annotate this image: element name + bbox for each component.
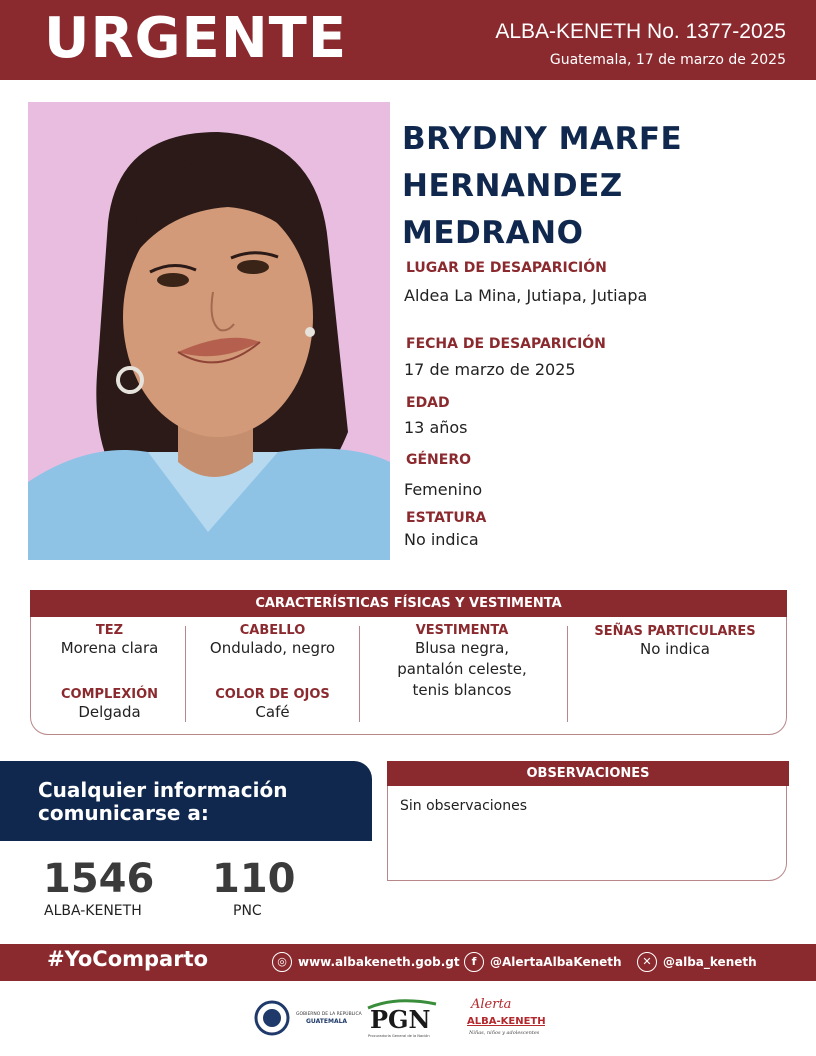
missing-person-photo xyxy=(28,102,390,560)
alert-number: ALBA-KENETH No. 1377-2025 xyxy=(495,20,786,43)
contact-text xyxy=(38,779,288,825)
alba-keneth-phone-label: ALBA-KENETH xyxy=(44,903,142,919)
x-link[interactable] xyxy=(637,952,757,972)
marks-label: SEÑAS PARTICULARES xyxy=(594,624,756,639)
eyes-value: Café xyxy=(255,703,290,721)
place-label: LUGAR DE DESAPARICIÓN xyxy=(406,260,607,276)
contact-banner xyxy=(0,761,372,841)
alerta-alba-keneth-logo xyxy=(465,994,545,1040)
tez-column xyxy=(32,623,187,659)
alert-date: Guatemala, 17 de marzo de 2025 xyxy=(549,52,786,68)
guatemala-government-logo xyxy=(252,998,362,1038)
gov-logo-text: GOBIERNO DE LA REPÚBLICA xyxy=(296,1012,362,1017)
contact-line-1: Cualquier información xyxy=(38,778,288,802)
marks-value: No indica xyxy=(640,640,710,658)
date-label: FECHA DE DESAPARICIÓN xyxy=(406,336,606,352)
gov-logo-text-2: GUATEMALA xyxy=(306,1018,348,1025)
eyes-column xyxy=(190,687,355,723)
urgent-title: URGENTE xyxy=(44,6,348,71)
hashtag: #YoComparto xyxy=(47,947,209,971)
clothing-column xyxy=(362,623,562,701)
pnc-phone-label: PNC xyxy=(233,903,262,919)
clothing-line-3: tenis blancos xyxy=(412,681,512,699)
pgn-logo-text: PGN xyxy=(370,1005,431,1034)
complexion-value: Delgada xyxy=(78,703,141,721)
marks-column xyxy=(570,624,780,660)
column-divider xyxy=(359,626,360,722)
name-line-2: HERNANDEZ xyxy=(402,168,623,204)
alba-keneth-logo-text: ALBA-KENETH xyxy=(467,1016,545,1027)
column-divider xyxy=(185,626,186,722)
facebook-text: @AlertaAlbaKeneth xyxy=(490,955,622,969)
column-divider xyxy=(567,626,568,722)
complexion-label: COMPLEXIÓN xyxy=(60,687,158,702)
tez-value: Morena clara xyxy=(60,639,159,657)
tez-label: TEZ xyxy=(95,623,124,638)
contact-line-2: comunicarse a: xyxy=(38,801,209,825)
date-value: 17 de marzo de 2025 xyxy=(404,360,576,379)
footer-bar xyxy=(0,944,816,981)
facebook-icon: f xyxy=(464,952,484,972)
age-value: 13 años xyxy=(404,418,468,437)
complexion-column xyxy=(32,687,187,723)
place-value: Aldea La Mina, Jutiapa, Jutiapa xyxy=(404,286,648,305)
pnc-phone[interactable]: 110 xyxy=(212,856,296,902)
website-link[interactable] xyxy=(272,952,460,972)
globe-icon: ◎ xyxy=(272,952,292,972)
alerta-logo-text: Alerta xyxy=(471,997,512,1012)
x-icon: ✕ xyxy=(637,952,657,972)
alba-keneth-logo-tagline: Niñas, niños y adolescentes xyxy=(469,1030,540,1036)
clothing-line-2: pantalón celeste, xyxy=(397,660,527,678)
observations-text: Sin observaciones xyxy=(400,798,528,814)
name-line-1: BRYDNY MARFE xyxy=(402,121,683,157)
height-value: No indica xyxy=(404,530,479,549)
gender-value: Femenino xyxy=(404,480,483,499)
alba-keneth-phone[interactable]: 1546 xyxy=(43,856,155,902)
eyes-label: COLOR DE OJOS xyxy=(215,687,330,702)
hair-value: Ondulado, negro xyxy=(209,639,336,657)
pgn-logo-subtext: Procuraduría General de la Nación xyxy=(368,1034,430,1038)
clothing-label: VESTIMENTA xyxy=(415,623,509,638)
height-label: ESTATURA xyxy=(406,510,487,526)
gender-label: GÉNERO xyxy=(406,452,472,468)
hair-column xyxy=(190,623,355,659)
name-line-3: MEDRANO xyxy=(402,215,584,251)
website-text: www.albakeneth.gob.gt xyxy=(298,955,460,969)
pgn-logo xyxy=(366,996,446,1040)
x-text: @alba_keneth xyxy=(663,955,757,969)
header-banner xyxy=(0,0,816,80)
observations-title: OBSERVACIONES xyxy=(387,761,789,786)
hair-label: CABELLO xyxy=(239,623,306,638)
characteristics-title: CARACTERÍSTICAS FÍSICAS Y VESTIMENTA xyxy=(30,590,787,617)
clothing-line-1: Blusa negra, xyxy=(414,639,510,657)
facebook-link[interactable] xyxy=(464,952,622,972)
age-label: EDAD xyxy=(406,395,450,411)
person-name xyxy=(402,116,802,257)
